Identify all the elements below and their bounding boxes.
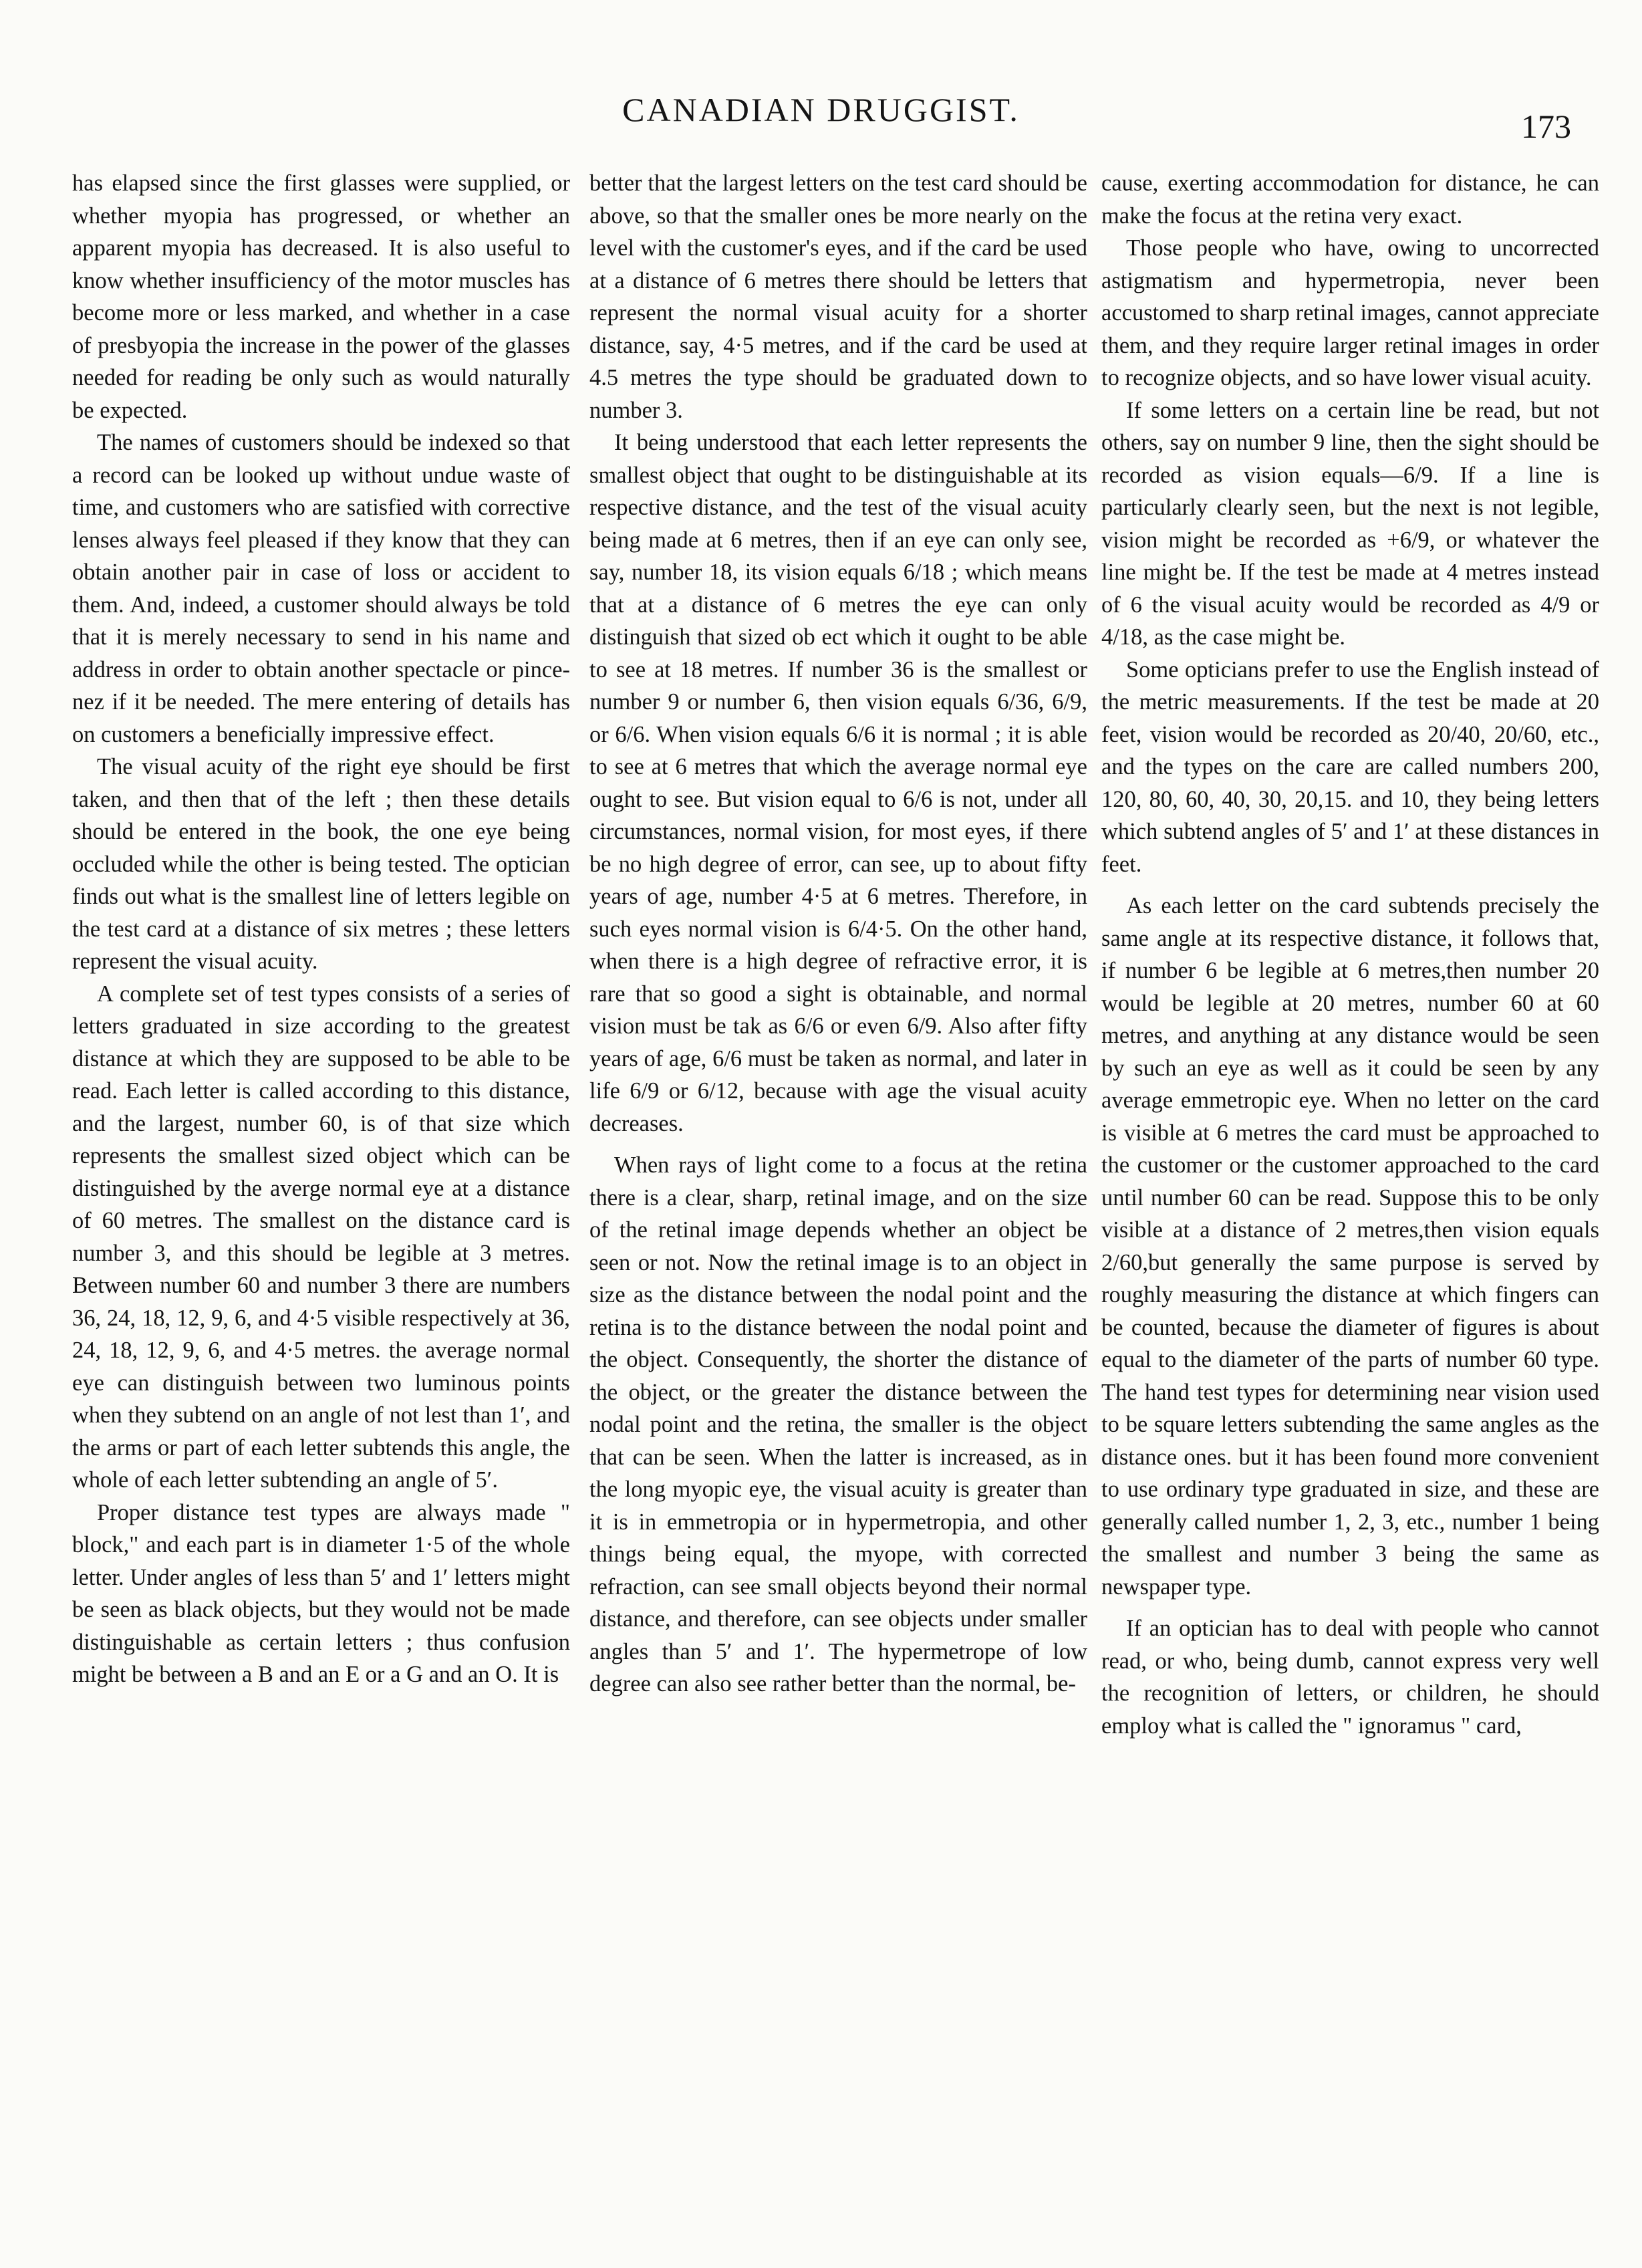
paragraph: Those people who have, owing to uncorrected astigmatism and hypermetropia, never been accustomed to sharp retinal images, cannot appreciate them, and they require larger retinal images in order to recognize objects, and so have lower visual acuity. — [1101, 235, 1599, 390]
paragraph: If some letters on a certain line be read, but not others, say on number 9 line, then the sight should be recorded as vision equals—6/9. If a line is particularly clearly seen, but the next is not legible, vision might be recorded as +6/9, or whatever the line might be. If the test be made at 4 metres instead of 6 the visual acuity would be recorded as 4/9 or 4/18, as the case might be. — [1101, 397, 1599, 650]
paragraph: As each letter on the card subtends precisely the same angle at its respective distance, it follows that, if number 6 be legible at 6 metres,then number 20 would be legible at 20 metres, number 60 at 60 metres, and anything at any distance would be seen by such an eye as well as it could be seen by any average emmetropic eye. When no letter on the card is visible at 6 metres the card must be approached to the customer or the customer approached to the card until number 60 can be read. Suppose this to be only visible at a distance of 2 metres,then vision equals 2/60,but generally the same purpose is served by roughly measuring the distance at which fingers can be counted, because the diameter of figures is about equal to the diameter of the parts of number 60 type. The hand test types for determining near vision used to be square letters subtending the same angles as the distance ones. but it has been found more convenient to use ordinary type graduated in size, and these are generally called number 1, 2, 3, etc., number 1 being the smallest and number 3 being the same as newspaper type. — [1101, 893, 1599, 1600]
paragraph: The visual acuity of the right eye should be first taken, and then that of the left ; then these details should be entered in the book, the one eye being occluded while the other is being tested. The optician finds out what is the smallest line of letters legible on the test card at a distance of six metres ; these letters represent the visual acuity. — [72, 754, 570, 974]
text-column-1 — [72, 167, 570, 1691]
paragraph: The names of customers should be indexed so that a record can be looked up without undue waste of time, and customers who are satisfied with corrective lenses always feel pleased if they know that they can obtain another pair in case of loss or accident to them. And, indeed, a customer should always be told that it is merely necessary to send in his name and address in order to obtain another spectacle or pince-nez if it be needed. The mere entering of details has on customers a beneficially impressive effect. — [72, 430, 570, 747]
paragraph: Some opticians prefer to use the English instead of the metric measurements. If the test be made at 20 feet, vision would be recorded as 20/40, 20/60, etc., and the types on the care are called numbers 200, 120, 80, 60, 40, 30, 20,15. and 10, they being letters which subtend angles of 5′ and 1′ at these distances in feet. — [1101, 656, 1599, 877]
paragraph: A complete set of test types consists of a series of letters graduated in size according to the greatest distance at which they are supposed to be able to be read. Each letter is called according to this distance, and the largest, number 60, is of that size which represents the smallest sized object which can be distinguished by the averge normal eye at a distance of 60 metres. The smallest on the distance card is number 3, and this should be legible at 3 metres. Between number 60 and number 3 there are numbers 36, 24, 18, 12, 9, 6, and 4·5 visible respectively at 36, 24, 18, 12, 9, 6, and 4·5 metres. the average normal eye can distinguish between two luminous points when they subtend on an angle of not lest than 1′, and the arms or part of each letter subtends this angle, the whole of each letter subtending an angle of 5′. — [72, 981, 570, 1493]
paragraph: cause, exerting accommodation for distance, he can make the focus at the retina very exact. — [1101, 170, 1599, 229]
paragraph: has elapsed since the first glasses were supplied, or whether myopia has progressed, or whether an apparent myopia has decreased. It is also useful to know whether insufficiency of the motor muscles has become more or less marked, and whether in a case of presbyopia the increase in the power of the glasses needed for reading be only such as would naturally be expected. — [72, 170, 570, 423]
paragraph: better that the largest letters on the test card should be above, so that the smaller ones be more nearly on the level with the customer's eyes, and if the card be used at a distance of 6 metres there should be letters that represent the normal visual acuity for a shorter distance, say, 4·5 metres, and if the card be used at 4.5 metres the type should be graduated down to number 3. — [589, 170, 1087, 423]
paragraph: Proper distance test types are always made " block," and each part is in diameter 1·5 of the whole letter. Under angles of less than 5′ and 1′ letters might be seen as black objects, but they would not be made distinguishable as certain letters ; thus confusion might be between a B and an E or a G and an O. It is — [72, 1499, 570, 1687]
paragraph: If an optician has to deal with people who cannot read, or who, being dumb, cannot express very well the recognition of letters, or children, he should employ what is called the " ignoramus " card, — [1101, 1616, 1599, 1739]
text-column-3 — [1101, 167, 1599, 1742]
paragraph: When rays of light come to a focus at the retina there is a clear, sharp, retinal image, and on the size of the retinal image depends whether an object be seen or not. Now the retinal image is to an object in size as the distance between the nodal point and the retina is to the distance between the nodal point and the object. Consequently, the shorter the distance of the object, or the greater the distance between the nodal point and the retina, the smaller is the object that can be seen. When the latter is increased, as in the long myopic eye, the visual acuity is greater than it is in emmetropia or in hypermetropia, and other things being equal, the myope, with corrected refraction, can see small objects beyond their normal distance, and therefore, can see objects under smaller angles than 5′ and 1′. The hypermetrope of low degree can also see rather better than the normal, be- — [589, 1152, 1087, 1696]
text-column-2 — [589, 167, 1087, 1700]
running-title: CANADIAN DRUGGIST. — [622, 91, 1020, 128]
page-number: 173 — [1521, 108, 1571, 145]
paragraph: It being understood that each letter represents the smallest object that ought to be distinguishable at its respective distance, and the test of the visual acuity being made at 6 metres, then if an eye can only see, say, number 18, its vision equals 6/18 ; which means that at a distance of 6 metres the eye can only distinguish that sized ob ect which it ought to be able to see at 18 metres. If number 36 is the smallest or number 9 or number 6, then vision equals 6/36, 6/9, or 6/6. When vision equals 6/6 it is normal ; it is able to see at 6 metres that which the average normal eye ought to see. But vision equal to 6/6 is not, under all circumstances, normal vision, for most eyes, if there be no high degree of error, can see, up to about fifty years of age, number 4·5 at 6 metres. Therefore, in such eyes normal vision is 6/4·5. On the other hand, when there is a high degree of refractive error, it is rare that so good a sight is obtainable, and normal vision must be tak as 6/6 or even 6/9. Also after fifty years of age, 6/6 must be taken as normal, and later in life 6/9 or 6/12, because with age the visual acuity decreases. — [589, 430, 1087, 1136]
